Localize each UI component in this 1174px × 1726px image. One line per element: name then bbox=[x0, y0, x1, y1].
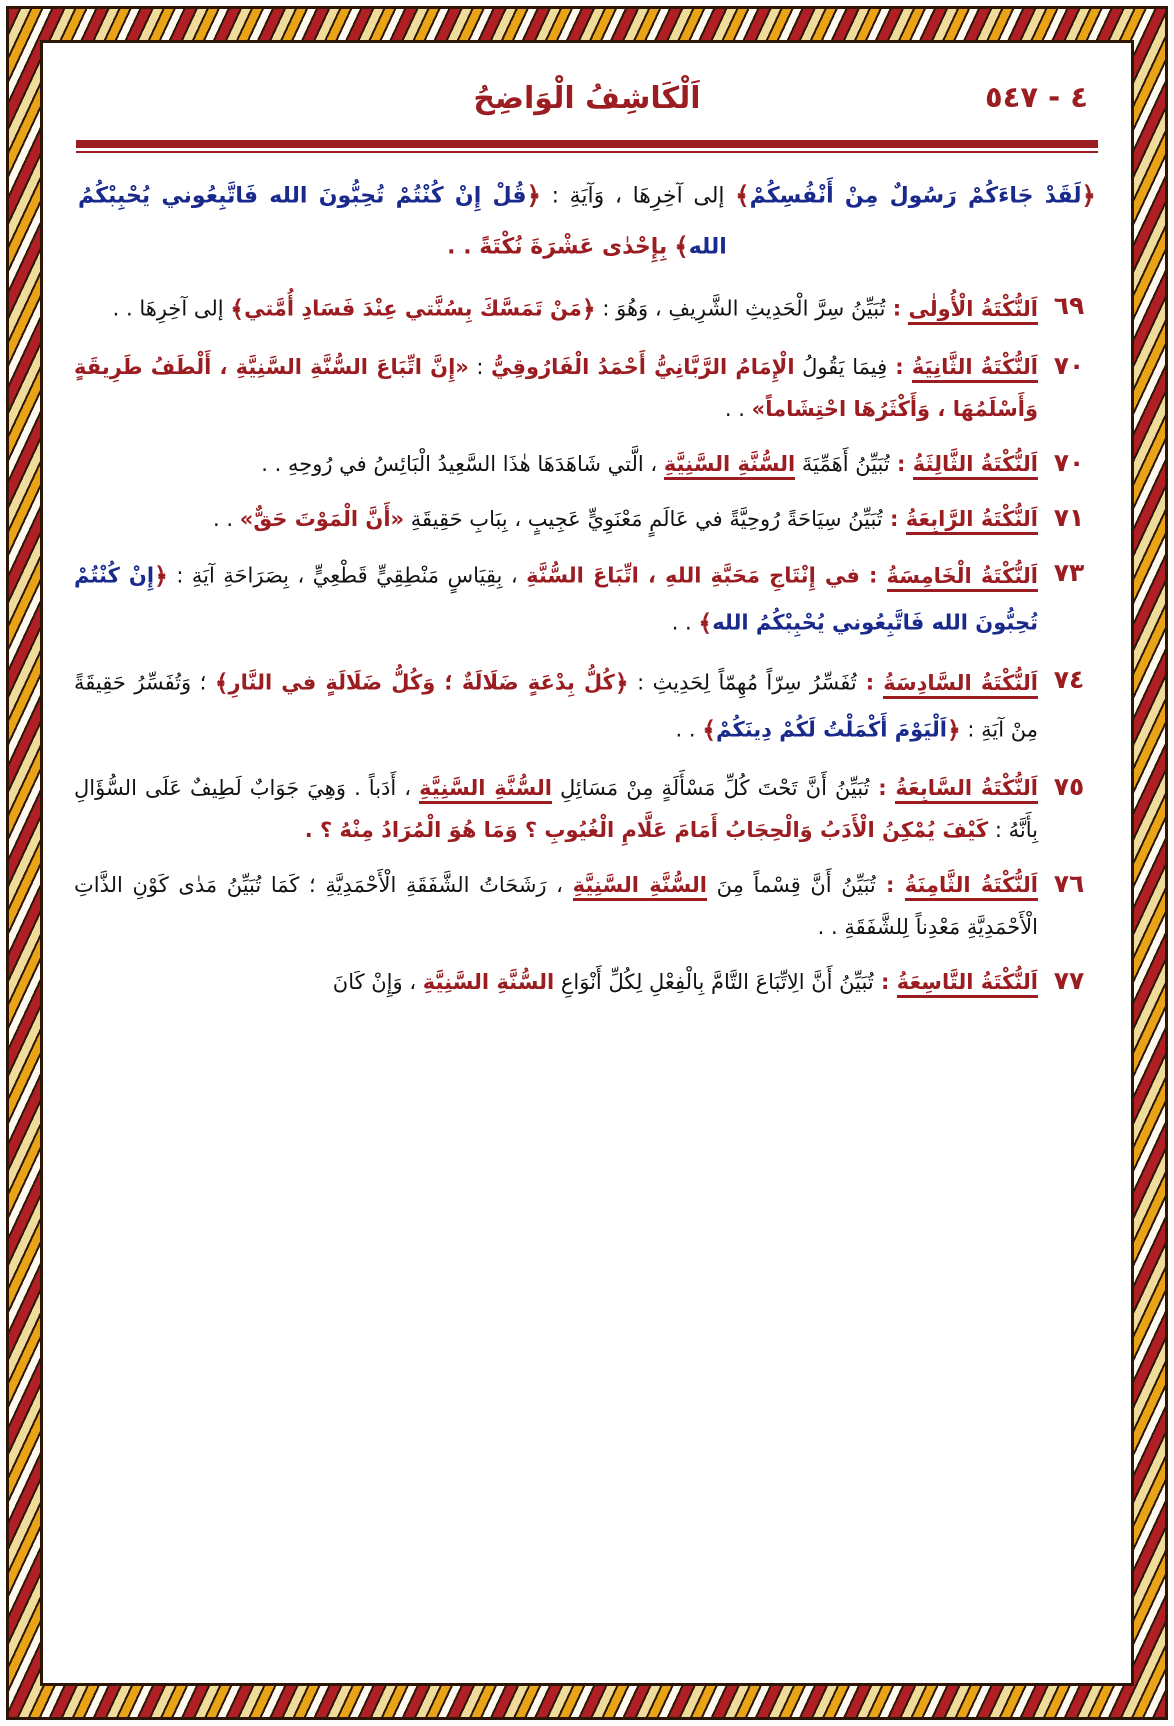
ornamental-bracket-open-icon: ﴿ bbox=[154, 562, 168, 591]
entry-colon: : bbox=[882, 507, 906, 532]
intro-quran-first: لَقَدْ جَاءَكُمْ رَسُولٌ مِنْ أَنْفُسِكُمْ bbox=[749, 183, 1082, 209]
entry-segment: . . bbox=[724, 397, 752, 422]
ornamental-bracket-close-icon: ﴾ bbox=[214, 669, 229, 698]
highlighted-text: السُّنَّةِ السَّنِيَّةِ bbox=[573, 873, 707, 901]
entry-segment: . . bbox=[213, 507, 240, 532]
entry-text bbox=[74, 346, 1038, 430]
ornamental-bracket-close-icon-2: ﴾ bbox=[674, 231, 689, 261]
entry-segment: ؛ وَتُفَسِّرُ حَقِيقَةً مِنْ آيَةِ : bbox=[74, 670, 1038, 742]
entry-segment: ، بِقِيَاسٍ مَنْطِقِيٍّ قَطْعِيٍّ ، بِصَرَاحَةِ آيَةِ : bbox=[167, 563, 527, 588]
entry-colon: : bbox=[859, 563, 887, 588]
entry-label: اَلنُّكْتَةُ الْخَامِسَةُ bbox=[887, 564, 1039, 592]
ornamental-bracket-open-icon: ﴿ bbox=[614, 669, 629, 698]
entry-text bbox=[74, 961, 1038, 1003]
entry-text bbox=[74, 286, 1038, 333]
divider-thin-line bbox=[76, 151, 1098, 153]
entry-segment: تُبَيِّنُ أَنَّ تَحْتَ كُلِّ مَسْأَلَةٍ مِنْ مَسَائِلِ bbox=[551, 776, 870, 801]
quran-quote-text: اَلْيَوْمَ أَكْمَلْتُ لَكُمْ دِينَكُمْ bbox=[716, 717, 947, 742]
ornamental-bracket-open-icon: ﴿ bbox=[581, 295, 596, 323]
entry-number: ٧٧ bbox=[1053, 966, 1085, 996]
entry-label: اَلنُّكْتَةُ التَّاسِعَةُ bbox=[897, 970, 1038, 998]
entry-colon: : bbox=[869, 776, 896, 801]
entry-colon: : bbox=[856, 670, 884, 695]
intro-quran-second: قُلْ إِنْ كُنْتُمْ تُحِبُّونَ الله فَاتَّبِعُوني يُحْبِبْكُمُ الله bbox=[78, 183, 727, 260]
page-title: اَلْكَاشِفُ الْوَاضِحُ bbox=[473, 81, 701, 116]
entry-number: ٧٠ bbox=[1053, 351, 1085, 381]
entry-row bbox=[74, 864, 1100, 948]
entry-row bbox=[74, 443, 1100, 485]
entry-segment: تُبَيِّنُ سِيَاحَةً رُوحِيَّةً في عَالَمٍ مَعْنَوِيٍّ عَجِيبٍ ، بِبَابِ حَقِيقَةِ bbox=[404, 507, 883, 532]
entry-text bbox=[74, 443, 1038, 485]
entry-number: ٧٥ bbox=[1053, 772, 1085, 802]
highlighted-text: مَنْ تَمَسَّكَ بِسُنَّتي عِنْدَ فَسَادِ أُمَّتي bbox=[244, 296, 582, 321]
entry-row bbox=[74, 286, 1100, 333]
intro-link-text: إلى آخِرِهَا ، وَآيَةِ : bbox=[551, 183, 725, 209]
entry-text bbox=[74, 498, 1038, 540]
entry-segment: تُبَيِّنُ سِرَّ الْحَدِيثِ الشَّرِيفِ ، وَهُوَ : bbox=[595, 296, 886, 321]
entry-label: اَلنُّكْتَةُ الثَّامِنَةُ bbox=[905, 873, 1038, 901]
entry-segment: ، رَشَحَاتُ الشَّفَقَةِ الْأَحْمَدِيَّةِ ؛ كَمَا تُبَيِّنُ مَدٰى كَوْنِ الذَّاتِ الْأَحْمَدِيَّةِ مَعْدِناً لِلشَّفَقَةِ . . bbox=[74, 873, 1038, 940]
entry-number: ٧١ bbox=[1053, 503, 1085, 533]
ornamental-bracket-close-icon: ﴾ bbox=[735, 181, 750, 210]
body-area bbox=[70, 171, 1104, 1003]
entry-colon: : bbox=[873, 970, 897, 995]
header-divider bbox=[76, 140, 1098, 153]
highlighted-text: السُّنَّةِ السَّنِيَّةِ bbox=[422, 970, 555, 995]
entry-label: اَلنُّكْتَةُ الْأُولٰى bbox=[908, 297, 1038, 325]
entry-text bbox=[74, 660, 1038, 754]
entry-label: اَلنُّكْتَةُ السَّادِسَةُ bbox=[883, 671, 1038, 699]
entry-text bbox=[74, 864, 1038, 948]
entry-segment: إلى آخِرِهَا . . bbox=[112, 296, 231, 321]
ornamental-bracket-close-icon: ﴾ bbox=[698, 609, 713, 638]
entry-number: ٧٣ bbox=[1053, 558, 1085, 588]
ornamental-bracket-open-icon-2: ﴿ bbox=[526, 181, 541, 210]
entry-segment: . . bbox=[675, 717, 703, 742]
entry-segment: تُبَيِّنُ أَنَّ قِسْماً مِنَ bbox=[706, 873, 876, 898]
entry-segment: ، الَّتي شَاهَدَهَا هٰذَا السَّعِيدُ الْبَائِسُ في رُوحِهِ . . bbox=[261, 452, 664, 477]
entry-row bbox=[74, 961, 1100, 1003]
entry-segment: فِيمَا يَقُولُ bbox=[794, 355, 888, 380]
entry-segment: : bbox=[468, 355, 492, 380]
entry-segment: . . bbox=[671, 610, 699, 635]
ornamental-bracket-close-icon: ﴾ bbox=[230, 295, 245, 323]
quran-quote-text: إِنْ كُنْتُمْ تُحِبُّونَ الله فَاتَّبِعُوني يُحْبِبْكُمُ الله bbox=[74, 563, 1038, 635]
entry-number: ٧٦ bbox=[1053, 869, 1085, 899]
page-number: ٤ - ٥٤٧ bbox=[984, 80, 1088, 114]
entry-text bbox=[74, 767, 1038, 851]
highlighted-text: «أَنَّ الْمَوْتَ حَقٌّ» bbox=[239, 507, 405, 532]
entry-label: اَلنُّكْتَةُ الثَّالِثَةُ bbox=[913, 452, 1038, 480]
entry-colon: : bbox=[889, 452, 913, 477]
entry-segment: تُبَيِّنُ أَهَمِّيَةَ bbox=[795, 452, 890, 477]
highlighted-text: السُّنَّةِ السَّنِيَّةِ bbox=[664, 452, 795, 480]
entry-row bbox=[74, 660, 1100, 754]
highlighted-text: كَيْفَ يُمْكِنُ الْأَدَبُ وَالْحِجَابُ أَمَامَ عَلَّامِ الْغُيُوبِ ؟ وَمَا هُوَ الْمُرَادُ مِنْهُ ؟ . bbox=[304, 818, 989, 843]
highlighted-text: «إِنَّ اتِّبَاعَ السُّنَّةِ السَّنِيَّةِ ، أَلْطَفُ طَرِيقَةٍ وَأَسْلَمُهَا ، وَأَكْثَرُهَا احْتِشَاماً» bbox=[74, 355, 1038, 422]
ornamental-bracket-open-icon: ﴿ bbox=[1081, 181, 1096, 210]
entry-row bbox=[74, 767, 1100, 851]
highlighted-text: الْإِمَامُ الرَّبَّانِيُّ أَحْمَدُ الْفَارُوقِيُّ bbox=[491, 355, 795, 380]
entry-row bbox=[74, 498, 1100, 540]
entry-segment: ، أَدَباً . وَهِيَ جَوَابٌ لَطِيفٌ عَلَى السُّؤَالِ بِأَنَّهُ : bbox=[74, 776, 1038, 843]
entry-row bbox=[74, 553, 1100, 647]
intro-tail-text: بِإِحْدٰى عَشْرَةَ نُكْتَةً . . bbox=[447, 234, 668, 260]
entry-label: اَلنُّكْتَةُ الرَّابِعَةُ bbox=[906, 507, 1038, 535]
ornamental-bracket-close-icon: ﴾ bbox=[702, 716, 717, 745]
entry-segment: تُفَسِّرُ سِرّاً مُهِمّاً لِحَدِيثِ : bbox=[628, 670, 857, 695]
entry-label: اَلنُّكْتَةُ السَّابِعَةُ bbox=[895, 776, 1038, 804]
entry-label: اَلنُّكْتَةُ الثَّانِيَةُ bbox=[912, 355, 1038, 383]
entry-row bbox=[74, 346, 1100, 430]
entry-colon: : bbox=[875, 873, 905, 898]
entry-number: ٧٤ bbox=[1053, 665, 1085, 695]
divider-thick-line bbox=[76, 140, 1098, 148]
entry-colon: : bbox=[885, 296, 909, 321]
highlighted-text: كُلُّ بِدْعَةٍ ضَلَالَةٌ ؛ وَكُلُّ ضَلَالَةٍ في النَّارِ bbox=[228, 670, 615, 695]
entry-segment: ، وَإِنْ كَانَ bbox=[332, 970, 423, 995]
intro-paragraph bbox=[78, 171, 1096, 272]
page-content bbox=[52, 52, 1122, 1674]
entry-segment: تُبَيِّنُ أَنَّ الِاتِّبَاعَ التَّامَّ بِالْفِعْلِ لِكُلِّ أَنْوَاعِ bbox=[554, 970, 874, 995]
highlighted-text: في إِنْتَاجِ مَحَبَّةِ اللهِ ، اتِّبَاعَ السُّنَّةِ bbox=[526, 563, 860, 588]
ornamental-bracket-open-icon: ﴿ bbox=[946, 716, 961, 745]
page-header bbox=[70, 62, 1104, 134]
entry-colon: : bbox=[887, 355, 912, 380]
entry-number: ٦٩ bbox=[1053, 291, 1085, 320]
highlighted-text: السُّنَّةِ السَّنِيَّةِ bbox=[419, 776, 552, 804]
entry-text bbox=[74, 553, 1038, 647]
entries-list bbox=[70, 286, 1104, 1003]
entry-number: ٧٠ bbox=[1053, 448, 1085, 478]
